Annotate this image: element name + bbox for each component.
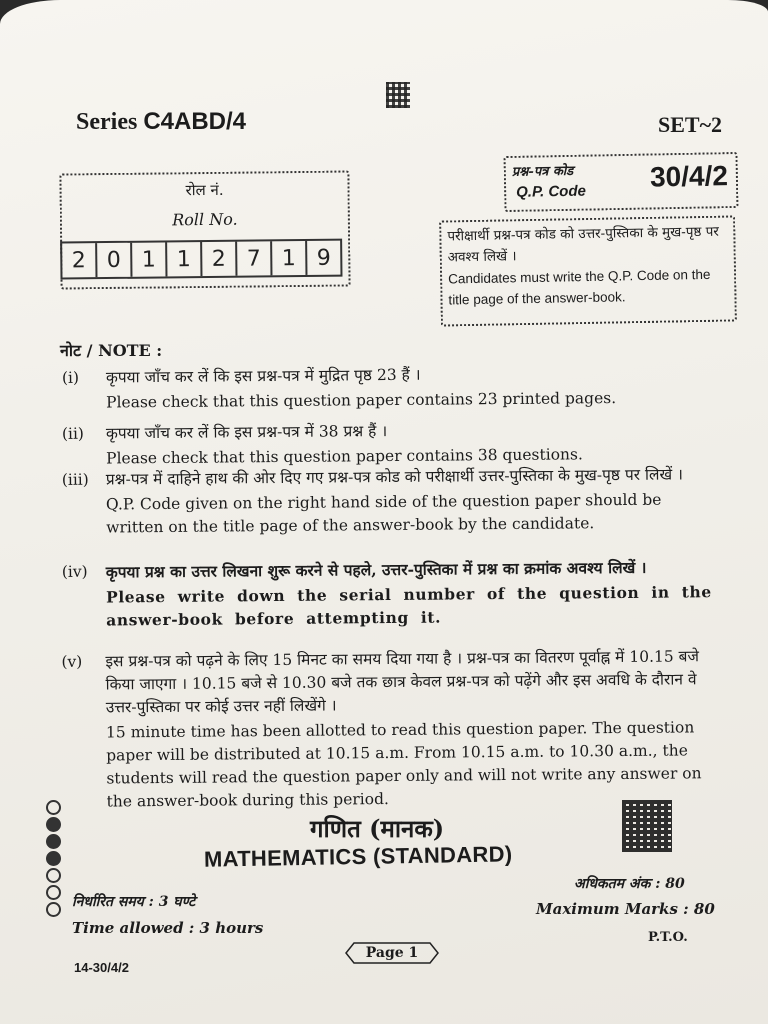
- note-item-5: [61, 645, 722, 814]
- note-item-4: [62, 555, 723, 632]
- note-item-english: 15 minute time has been allotted to read this question paper. The question paper will be distributed at 10.15 a.m. From 10.15 a.m. to 10.30 a.m., the students will read the question paper only and will not write any answer on the answer-book during this period.: [105, 718, 702, 811]
- roll-number-box: [59, 170, 350, 289]
- note-item-3: [62, 463, 723, 540]
- roll-digit: 9: [316, 245, 331, 271]
- note-item-hindi: कृपया प्रश्न का उत्तर लिखना शुरू करने से पहले, उत्तर-पुस्तिका में प्रश्न का क्रमांक अवश्य लिखें ।: [105, 557, 647, 582]
- subject-title-hindi: गणित (मानक): [310, 814, 445, 843]
- note-item-english: Please check that this question paper contains 38 questions.: [106, 445, 583, 468]
- pto-label: P.T.O.: [648, 930, 688, 945]
- footer-code: 14-30/4/2: [74, 960, 129, 975]
- maximum-marks-hindi: अधिकतम अंक : 80: [574, 876, 685, 892]
- note-item-number: (iv): [61, 562, 88, 581]
- note-item-hindi: कृपया जाँच कर लें कि इस प्रश्न-पत्र में 38 प्रश्न हैं ।: [105, 422, 388, 443]
- note-item-english: Q.P. Code given on the right hand side of the question paper should be written on the title page of the answer-book by the candidate.: [105, 490, 662, 537]
- series-code: C4ABD/4: [143, 108, 247, 135]
- note-item-hindi: प्रश्न-पत्र में दाहिने हाथ की ओर दिए गए प्रश्न-पत्र कोड को परीक्षार्थी उत्तर-पुस्तिका के मुख-पृष्ठ पर लिखें ।: [105, 465, 684, 489]
- roll-digit: 0: [97, 243, 132, 277]
- roll-digit: 1: [272, 241, 307, 275]
- qr-code-icon: [622, 800, 672, 852]
- set-label: SET~2: [658, 112, 723, 137]
- qr-code-small-icon: [386, 82, 410, 108]
- roll-digit: 1: [132, 242, 167, 276]
- candidate-instruction-box: [439, 215, 737, 326]
- note-item-number: (i): [61, 368, 80, 387]
- note-item-hindi: कृपया जाँच कर लें कि इस प्रश्न-पत्र में मुद्रित पृष्ठ 23 हैं ।: [105, 365, 421, 387]
- subject-title-english: MATHEMATICS (STANDARD): [203, 841, 513, 872]
- time-allowed-english: Time allowed : 3 hours: [72, 919, 264, 937]
- page-number-tag: [344, 941, 440, 965]
- qp-code-label-hindi: प्रश्न-पत्र कोड: [511, 163, 574, 180]
- note-item-english: Please check that this question paper contains 23 printed pages.: [106, 389, 617, 412]
- roll-digit: 2: [62, 243, 97, 277]
- qp-code-value: 30/4/2: [649, 160, 729, 193]
- roll-digit: 1: [167, 242, 202, 276]
- roll-label-hindi: रोल नं.: [185, 180, 224, 200]
- note-item-number: (iii): [61, 470, 89, 489]
- candidate-instruction-english: Candidates must write the Q.P. Code on the title page of the answer-book.: [447, 266, 711, 308]
- series-label: Series C4ABD/4: [76, 108, 247, 135]
- page-number: Page 1: [365, 945, 419, 961]
- note-item-hindi: इस प्रश्न-पत्र को पढ़ने के लिए 15 मिनट का समय दिया गया है । प्रश्न-पत्र का वितरण पूर्वाह्न में 10.15 बजे किया जाएगा । 10.15 बजे से 10.30 बजे तक छात्र केवल प्रश्न-पत्र को पढ़ेंगे और इस अवधि के दौरान वे उत्तर-पुस्तिका पर कोई उत्तर नहीं लिखेंगे ।: [105, 647, 700, 717]
- maximum-marks-english: Maximum Marks : 80: [536, 900, 715, 918]
- time-allowed-hindi: निर्धारित समय : 3 घण्टे: [72, 894, 196, 910]
- roll-digit: 2: [202, 242, 237, 276]
- note-item-1: [62, 361, 722, 415]
- binding-marks-icon: [46, 800, 60, 917]
- qp-code-box: [504, 152, 739, 212]
- note-item-number: (ii): [61, 424, 84, 443]
- roll-number-cells: [60, 239, 342, 280]
- roll-label-english: Roll No.: [172, 209, 238, 230]
- note-item-2: [62, 417, 722, 471]
- note-title: नोट / NOTE :: [60, 341, 163, 360]
- roll-digit: 7: [237, 241, 272, 275]
- candidate-instruction-hindi: परीक्षार्थी प्रश्न-पत्र कोड को उत्तर-पुस्तिका के मुख-पृष्ठ पर अवश्य लिखें ।: [447, 223, 720, 266]
- qp-code-label-english: Q.P. Code: [516, 182, 587, 201]
- note-item-number: (v): [61, 652, 83, 671]
- note-item-english: Please write down the serial number of the question in the answer-book before attempting it.: [105, 582, 712, 630]
